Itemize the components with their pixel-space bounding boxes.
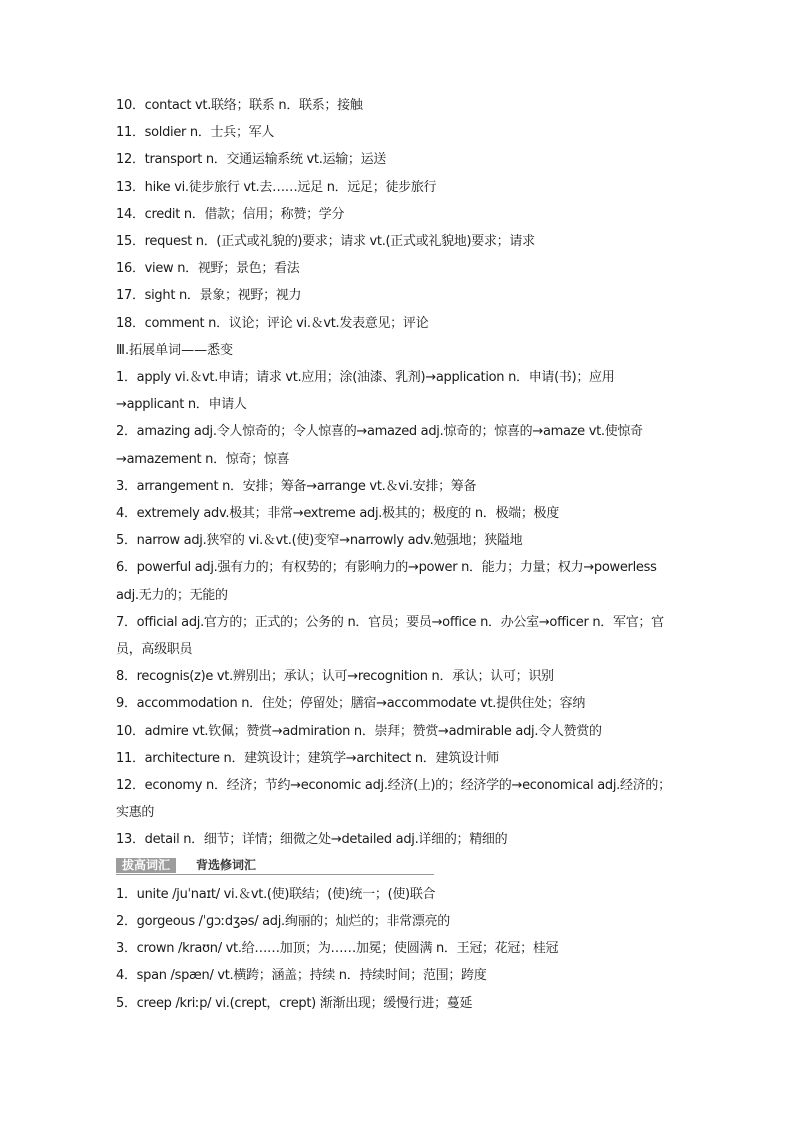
- vocab-entry: 7．official adj.官方的；正式的；公务的 n．官员；要员→office n．办公室→officer n．军官；官员，高级职员: [116, 614, 664, 658]
- vocab-entry: 8．recognis(z)e vt.辨别出；承认；认可→recognition n．承认；认可；识别: [116, 669, 554, 685]
- section-banner: [116, 858, 434, 875]
- vocab-entry: 10．contact vt.联络；联系 n．联系；接触: [116, 98, 363, 113]
- vocab-entry: 2．gorgeous /ˈɡɔːdʒəs/ adj.绚丽的；灿烂的；非常漂亮的: [116, 913, 450, 929]
- vocab-entry: 12．economy n．经济；节约→economic adj.经济(上)的；经济学的→economical adj.经济的；实惠的: [116, 778, 671, 821]
- vocab-entry: 11．architecture n．建筑设计；建筑学→architect n．建筑设计师: [116, 750, 500, 766]
- entries-advanced-list: [116, 881, 680, 1017]
- entries-top-list: [116, 92, 680, 337]
- vocab-entry: 2．amazing adj.令人惊奇的；令人惊喜的→amazed adj.惊奇的；惊喜的→amaze vt.使惊奇→amazement n．惊奇；惊喜: [116, 424, 643, 467]
- banner-subtitle: 背选修词汇: [196, 857, 257, 872]
- vocab-entry: 15．request n．(正式或礼貌的)要求；请求 vt.(正式或礼貌地)要求；请求: [116, 234, 535, 250]
- vocab-entry: 4．span /spæn/ vt.横跨；涵盖；持续 n．持续时间；范围；跨度: [116, 968, 487, 984]
- vocab-entry: 13．hike vi.徒步旅行 vt.去……远足 n．远足；徒步旅行: [116, 179, 437, 195]
- vocab-entry: 1．unite /juˈnaɪt/ vi.＆vt.(使)联结；(使)统一；(使)联合: [116, 886, 436, 902]
- vocab-entry: 12．transport n．交通运输系统 vt.运输；运送: [116, 152, 387, 168]
- entries-expand-list: [116, 364, 680, 854]
- vocabulary-page: [116, 92, 680, 1017]
- vocab-entry: 1．apply vi.＆vt.申请；请求 vt.应用；涂(油漆、乳剂)→application n．申请(书)；应用→applicant n．申请人: [116, 370, 615, 413]
- vocab-entry: 17．sight n．景象；视野；视力: [116, 288, 302, 304]
- section-heading: Ⅲ.拓展单词——悉变: [116, 342, 234, 358]
- vocab-entry: 16．view n．视野；景色；看法: [116, 261, 300, 277]
- banner-tag: 拔高词汇: [116, 858, 176, 873]
- vocab-entry: 11．soldier n．士兵；军人: [116, 125, 275, 141]
- vocab-entry: 5．narrow adj.狭窄的 vi.＆vt.(使)变窄→narrowly adv.勉强地；狭隘地: [116, 533, 523, 549]
- vocab-entry: 18．comment n．议论；评论 vi.＆vt.发表意见；评论: [116, 315, 429, 331]
- vocab-entry: 14．credit n．借款；信用；称赞；学分: [116, 206, 345, 222]
- vocab-entry: 4．extremely adv.极其；非常→extreme adj.极其的；极度的 n．极端；极度: [116, 506, 559, 522]
- vocab-entry: 3．crown /kraʊn/ vt.给……加顶；为……加冕；使圆满 n．王冠；花冠；桂冠: [116, 941, 559, 957]
- vocab-entry: 6．powerful adj.强有力的；有权势的；有影响力的→power n．能力；力量；权力→powerless adj.无力的；无能的: [116, 560, 657, 603]
- vocab-entry: 5．creep /kriːp/ vi.(crept，crept) 渐渐出现；缓慢行进；蔓延: [116, 995, 473, 1011]
- vocab-entry: 13．detail n．细节；详情；细微之处→detailed adj.详细的；精细的: [116, 832, 508, 848]
- vocab-entry: 10．admire vt.钦佩；赞赏→admiration n．崇拜；赞赏→admirable adj.令人赞赏的: [116, 723, 602, 739]
- vocab-entry: 3．arrangement n．安排；筹备→arrange vt.＆vi.安排；筹备: [116, 478, 477, 494]
- vocab-entry: 9．accommodation n．住处；停留处；膳宿→accommodate vt.提供住处；容纳: [116, 696, 586, 712]
